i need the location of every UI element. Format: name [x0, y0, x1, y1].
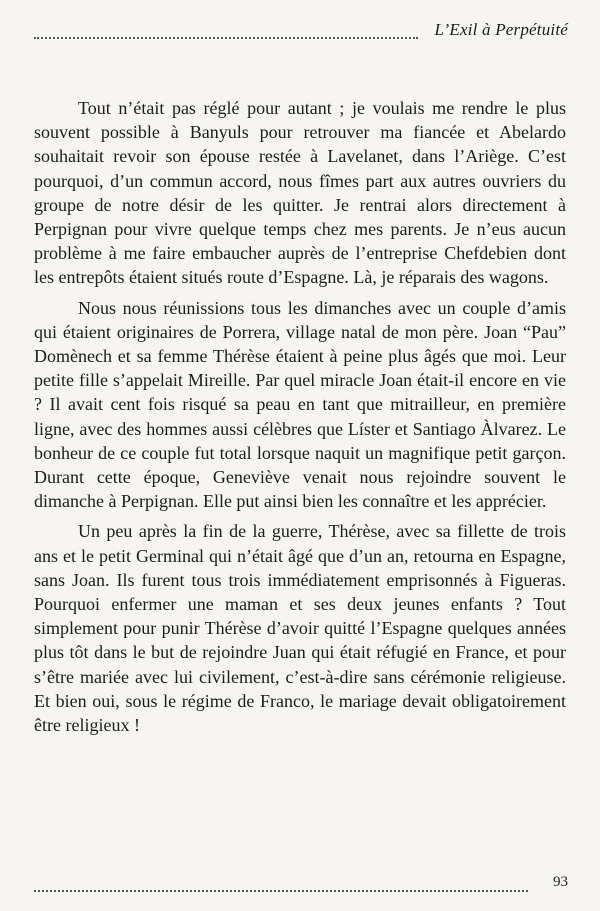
header-dotted-rule — [34, 37, 418, 39]
page-number: 93 — [553, 874, 568, 890]
page-body — [34, 96, 566, 743]
paragraph-3: Un peu après la fin de la guerre, Thérèse, avec sa fillette de trois ans et le petit Germinal qui n’était âgé que d’un an, retourna en Espagne, sans Joan. Ils furent tous trois immédiatement emprisonnés à Figueras. Pourquoi enfermer une maman et ses deux jeunes enfants ? Tout simplement pour punir Thérèse d’avoir quitté l’Espagne quelques années plus tôt dans le but de rejoindre Juan qui était réfugié en France, et pour s’être mariée avec lui civilement, c’est-à-dire sans cérémonie religieuse. Et bien oui, sous le régime de Franco, le mariage devait obligatoirement être religieux ! — [34, 521, 566, 736]
page-footer — [34, 874, 568, 896]
running-header — [34, 20, 568, 44]
running-title: L’Exil à Perpétuité — [434, 20, 568, 39]
paragraph-2: Nous nous réunissions tous les dimanches avec un couple d’amis qui étaient originaires de Porrera, village natal de mon père. Joan “Pau” Domènech et sa femme Thérèse étaient à peine plus âgés que moi. Leur petite fille s’appelait Mireille. Par quel miracle Joan était-il encore en vie ? Il avait cent fois risqué sa peau en tant que mitrailleur, en première ligne, avec des hommes aussi célèbres que Líster et Santiago Àlvarez. Le bonheur de ce couple fut total lorsque naquit un magnifique petit garçon. Durant cette époque, Geneviève venait nous rejoindre souvent le dimanche à Perpignan. Elle put ainsi bien les connaître et les apprécier. — [34, 297, 566, 512]
paragraph-1: Tout n’était pas réglé pour autant ; je voulais me rendre le plus souvent possible à Banyuls pour retrouver ma fiancée et Abelardo souhaitait revoir son épouse restée à Lavelanet, dans l’Ariège. C’est pourquoi, d’un commun accord, nous fîmes part aux autres ouvriers du groupe de notre désir de les quitter. Je rentrai alors directement à Perpignan pour vivre quelque temps chez mes parents. Je n’eus aucun problème à me faire embaucher auprès de l’entreprise Chefdebien dont les entrepôts étaient situés route d’Espagne. Là, je réparais des wagons. — [34, 98, 566, 288]
footer-dotted-rule — [34, 890, 528, 892]
